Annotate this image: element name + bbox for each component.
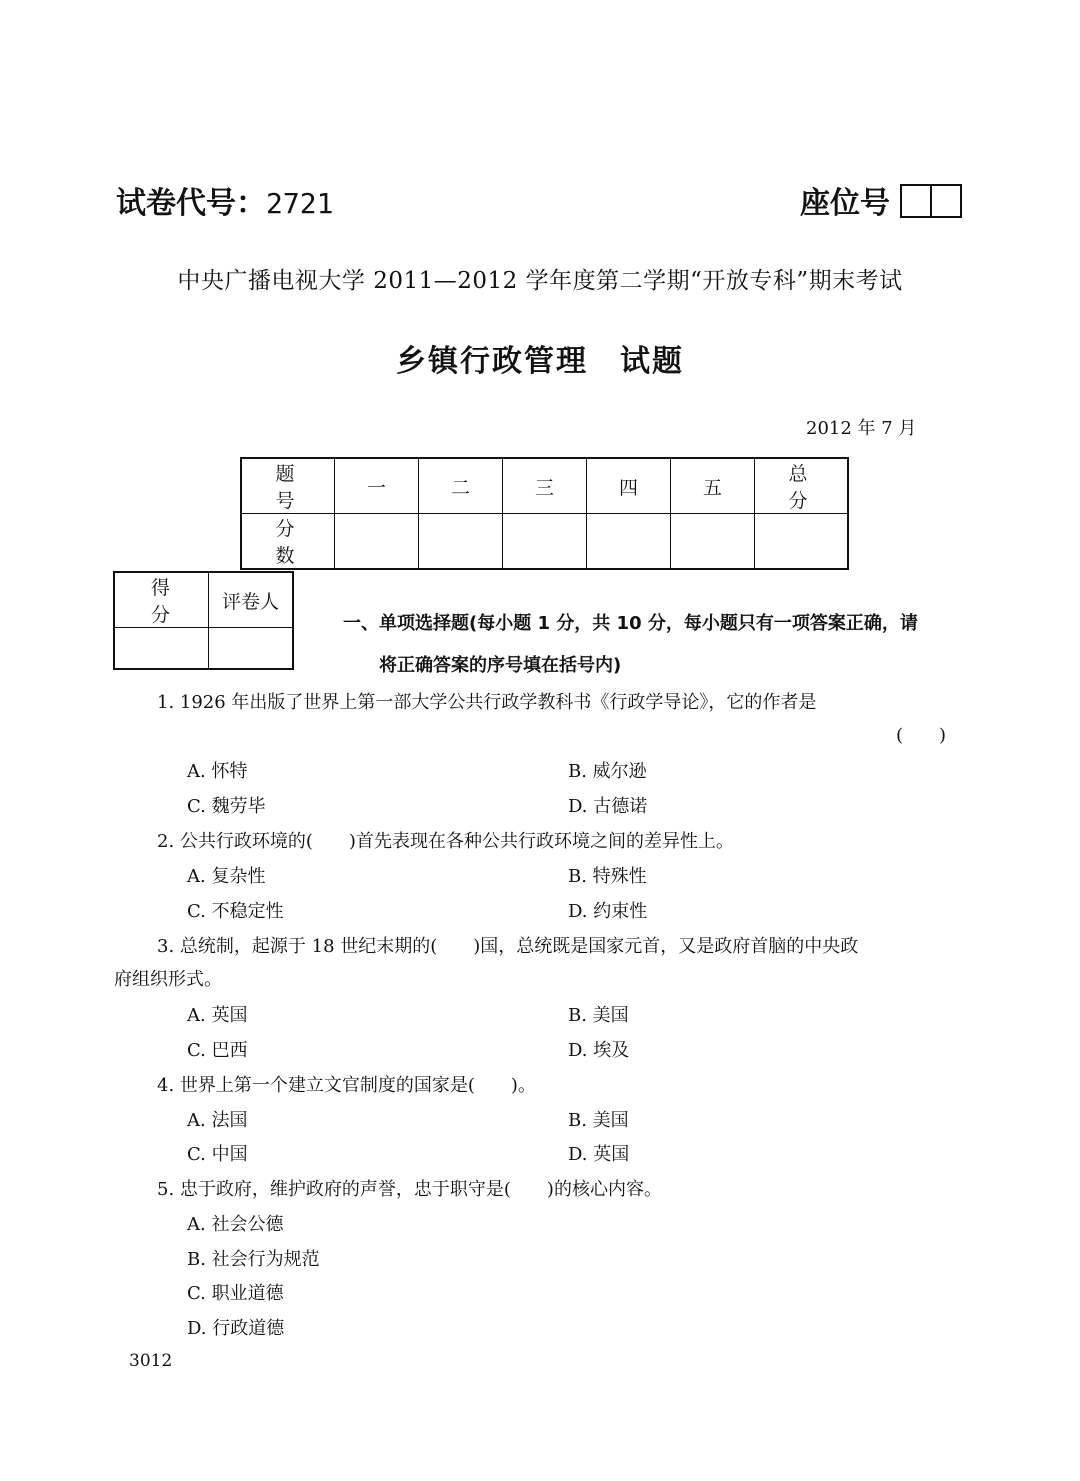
section-title-line2: 将正确答案的序号填在括号内)	[379, 655, 622, 676]
grader-table	[113, 571, 294, 670]
question-3-stem-continued: 府组织形式。	[114, 969, 222, 990]
score-table-cell: 一	[335, 458, 419, 514]
option-c: C. 不稳定性	[187, 901, 284, 922]
score-table-score-row	[241, 514, 848, 570]
answer-parentheses: ( )	[896, 725, 947, 746]
option-d: D. 约束性	[568, 901, 648, 922]
option-d: D. 埃及	[568, 1040, 630, 1061]
score-blank-cell	[335, 514, 419, 570]
option-b: B. 美国	[568, 1110, 629, 1131]
question-5-stem: 5. 忠于政府，维护政府的声誉，忠于职守是( )的核心内容。	[157, 1179, 662, 1200]
score-table-cell: 总 分	[755, 458, 849, 514]
score-blank-cell	[755, 514, 849, 570]
option-c: C. 职业道德	[187, 1283, 284, 1304]
section-title	[343, 603, 918, 687]
option-d: D. 行政道德	[187, 1318, 285, 1339]
score-table-header-row	[241, 458, 848, 514]
grader-table-blank-row	[114, 628, 293, 670]
question-1-stem: 1. 1926 年出版了世界上第一部大学公共行政学教科书《行政学导论》，它的作者是	[157, 692, 817, 713]
seat-number-boxes	[900, 184, 962, 218]
option-c: C. 巴西	[187, 1040, 248, 1061]
score-table-cell: 分 数	[241, 514, 335, 570]
score-table-cell: 题 号	[241, 458, 335, 514]
grader-table-cell: 评卷人	[209, 572, 294, 628]
question-2-stem: 2. 公共行政环境的( )首先表现在各种公共行政环境之间的差异性上。	[157, 831, 734, 852]
paper-code-value: 2721	[266, 187, 334, 220]
option-d: D. 古德诺	[568, 796, 648, 817]
paper-code	[116, 178, 333, 222]
grader-table-cell: 得 分	[114, 572, 209, 628]
option-a: A. 社会公德	[187, 1214, 284, 1235]
page-number: 3012	[129, 1351, 173, 1371]
score-table-cell: 二	[419, 458, 503, 514]
option-a: A. 复杂性	[187, 866, 266, 887]
grader-blank-cell	[114, 628, 209, 670]
seat-box	[932, 184, 962, 218]
score-blank-cell	[419, 514, 503, 570]
exam-date: 2012 年 7 月	[806, 418, 917, 439]
option-b: B. 美国	[568, 1005, 629, 1026]
grader-table-header-row	[114, 572, 293, 628]
grader-blank-cell	[209, 628, 294, 670]
option-a: A. 法国	[187, 1110, 248, 1131]
score-blank-cell	[671, 514, 755, 570]
seat-box	[900, 184, 932, 218]
option-b: B. 特殊性	[568, 866, 647, 887]
section-title-line1: 一、单项选择题(每小题 1 分，共 10 分，每小题只有一项答案正确，请	[343, 613, 918, 634]
score-table-cell: 三	[503, 458, 587, 514]
exam-title: 乡镇行政管理 试题	[396, 344, 684, 379]
exam-header: 中央广播电视大学 2011—2012 学年度第二学期“开放专科”期末考试	[177, 268, 903, 294]
option-c: C. 魏劳毕	[187, 796, 266, 817]
score-table	[240, 457, 855, 570]
paper-code-label: 试卷代号：	[116, 186, 266, 221]
score-table-cell: 四	[587, 458, 671, 514]
score-blank-cell	[503, 514, 587, 570]
option-d: D. 英国	[568, 1144, 630, 1165]
score-blank-cell	[587, 514, 671, 570]
question-3-stem: 3. 总统制，起源于 18 世纪末期的( )国，总统既是国家元首，又是政府首脑的中央政	[157, 936, 859, 957]
score-table-cell: 五	[671, 458, 755, 514]
option-b: B. 威尔逊	[568, 761, 647, 782]
question-4-stem: 4. 世界上第一个建立文官制度的国家是( )。	[157, 1075, 536, 1096]
seat-number-label: 座位号	[800, 186, 890, 221]
option-a: A. 英国	[187, 1005, 248, 1026]
option-a: A. 怀特	[187, 761, 248, 782]
option-b: B. 社会行为规范	[187, 1249, 320, 1270]
option-c: C. 中国	[187, 1144, 248, 1165]
